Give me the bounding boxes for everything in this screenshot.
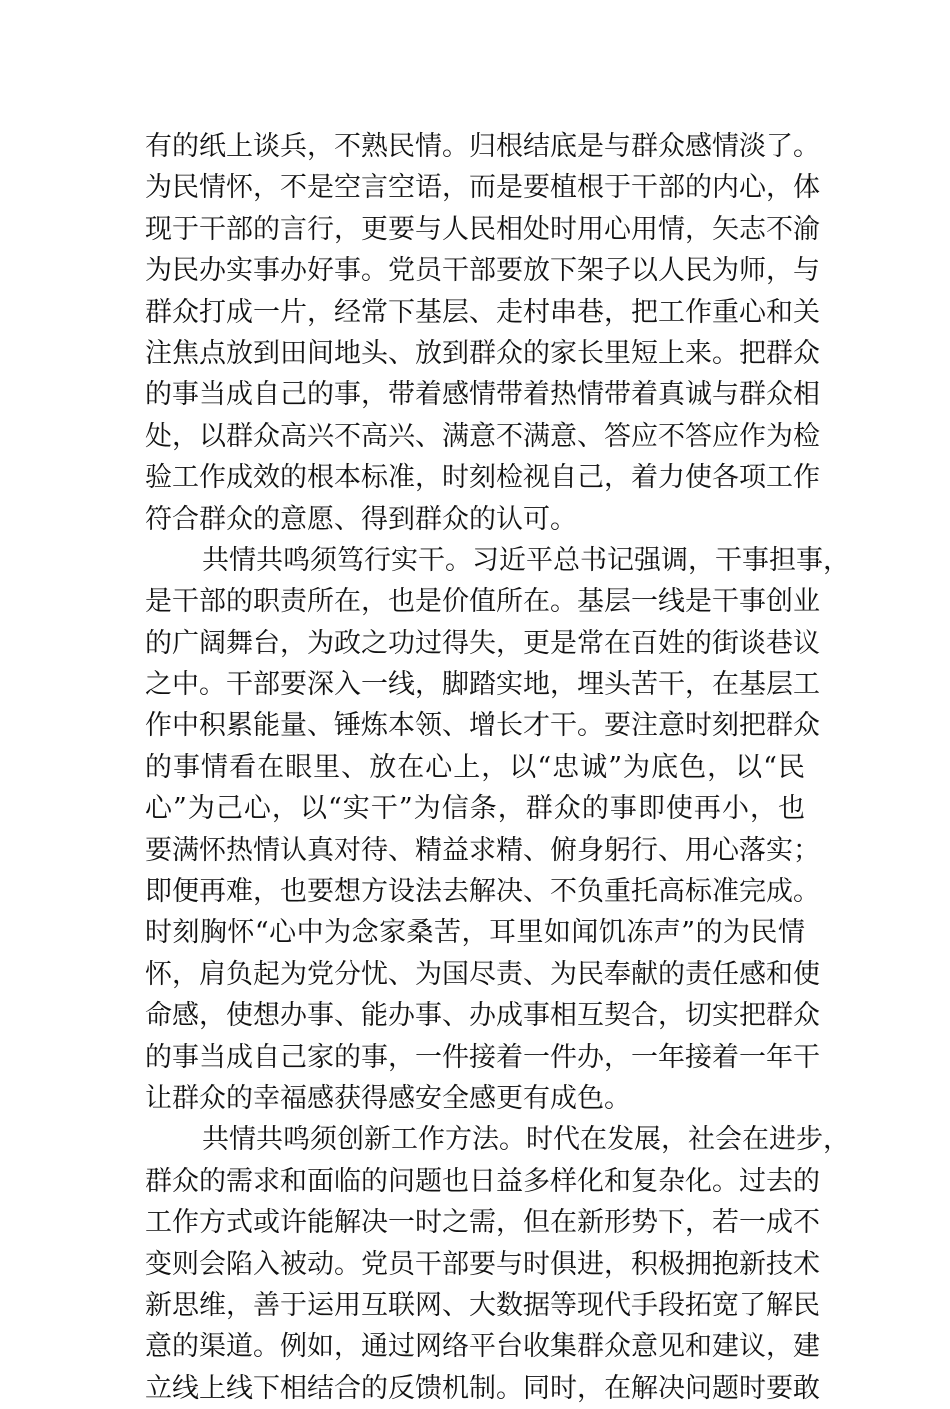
text-line: 立线上线下相结合的反馈机制。同时，在解决问题时要敢 xyxy=(145,1372,820,1404)
text-line: 要满怀热情认真对待、精益求精、俯身躬行、用心落实； xyxy=(145,834,820,866)
text-line: 的事当成自己家的事，一件接着一件办，一年接着一年干 xyxy=(145,1041,820,1073)
text-line: 命感，使想办事、能办事、办成事相互契合，切实把群众 xyxy=(145,1000,820,1032)
text-line: 有的纸上谈兵，不熟民情。归根结底是与群众感情淡了。 xyxy=(145,131,820,162)
paragraph-heading-line: 共情共鸣须笃行实干。习近平总书记强调，干事担事， xyxy=(202,544,850,576)
text-line: 新思维，善于运用互联网、大数据等现代手段拓宽了解民 xyxy=(145,1289,820,1321)
text-line: 的广阔舞台，为政之功过得失，更是常在百姓的街谈巷议 xyxy=(145,627,820,659)
text-line: 让群众的幸福感获得感安全感更有成色。 xyxy=(145,1082,631,1114)
paragraph-heading-line: 共情共鸣须创新工作方法。时代在发展，社会在进步， xyxy=(202,1124,850,1156)
text-line: 时刻胸怀“心中为念家桑苦，耳里如闻饥冻声”的为民情 xyxy=(145,917,805,949)
text-line: 的事当成自己的事，带着感情带着热情带着真诚与群众相 xyxy=(145,379,820,411)
text-line: 符合群众的意愿、得到群众的认可。 xyxy=(145,503,577,535)
text-line: 作中积累能量、锤炼本领、增长才干。要注意时刻把群众 xyxy=(145,710,820,742)
text-line: 变则会陷入被动。党员干部要与时俱进，积极拥抱新技术 xyxy=(145,1248,820,1280)
text-line: 是干部的职责所在，也是价值所在。基层一线是干事创业 xyxy=(145,586,820,618)
text-line: 群众的需求和面临的问题也日益多样化和复杂化。过去的 xyxy=(145,1165,820,1197)
text-line: 为民办实事办好事。党员干部要放下架子以人民为师，与 xyxy=(145,255,820,287)
text-line: 怀，肩负起为党分忧、为国尽责、为民奉献的责任感和使 xyxy=(145,958,820,990)
text-line: 之中。干部要深入一线，脚踏实地，埋头苦干，在基层工 xyxy=(145,669,820,701)
text-line: 现于干部的言行，更要与人民相处时用心用情，矢志不渝 xyxy=(145,213,820,245)
text-line: 工作方式或许能解决一时之需，但在新形势下，若一成不 xyxy=(145,1207,820,1239)
text-line: 的事情看在眼里、放在心上，以“忠诚”为底色，以“民 xyxy=(145,751,805,783)
text-line: 验工作成效的根本标准，时刻检视自己，着力使各项工作 xyxy=(145,462,820,494)
text-line: 心”为己心，以“实干”为信条，群众的事即使再小，也 xyxy=(145,793,805,825)
text-line: 意的渠道。例如，通过网络平台收集群众意见和建议，建 xyxy=(145,1331,820,1363)
text-line: 注焦点放到田间地头、放到群众的家长里短上来。把群众 xyxy=(145,337,820,369)
text-line: 即便再难，也要想方设法去解决、不负重托高标准完成。 xyxy=(145,876,820,908)
text-line: 为民情怀，不是空言空语，而是要植根于干部的内心，体 xyxy=(145,172,820,204)
text-line: 群众打成一片，经常下基层、走村串巷，把工作重心和关 xyxy=(145,296,820,328)
text-line: 处，以群众高兴不高兴、满意不满意、答应不答应作为检 xyxy=(145,420,820,452)
document-body xyxy=(145,126,850,1409)
